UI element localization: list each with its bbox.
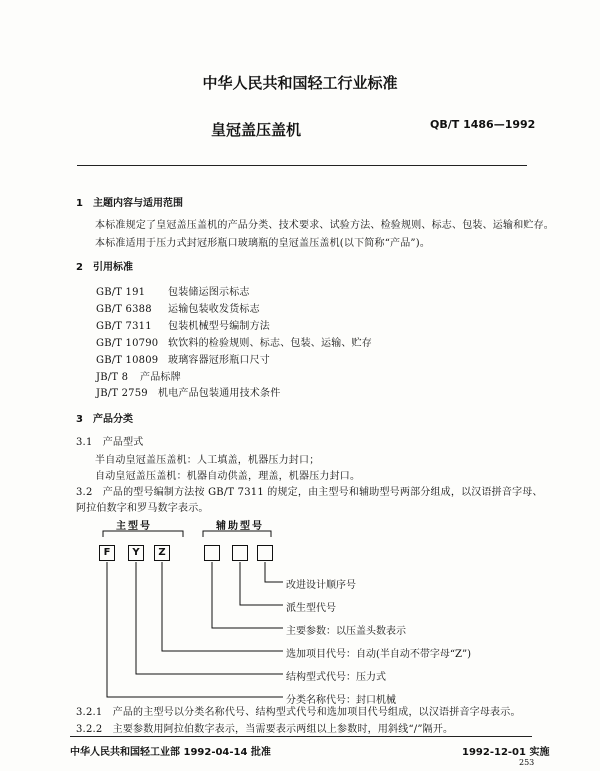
page-number: 253: [519, 758, 535, 767]
param-box: [204, 545, 220, 561]
reference-item: GB/T 10790 软饮料的检验规则、标志、包装、运输、贮存: [96, 338, 372, 349]
section-3-1-line-2: 自动皇冠盖压盖机：机器自动供盖，理盖，机器压力封口。: [95, 471, 361, 482]
label-category: 分类名称代号：封口机械: [286, 695, 396, 706]
letter-box-z: Z: [154, 545, 170, 561]
reference-item: GB/T 6388 运输包装收发货标志: [96, 304, 260, 315]
reference-item: JB/T 8 产品标牌: [96, 372, 181, 383]
reference-item: GB/T 10809 玻璃容器冠形瓶口尺寸: [96, 355, 270, 366]
label-optional-item: 选加项目代号：自动(半自动不带字母“Z”): [286, 649, 471, 660]
label-main-param: 主要参数：以压盖头数表示: [286, 626, 406, 637]
section-3-2-2: 3.2.2 主要参数用阿拉伯数字表示，当需要表示两组以上参数时，用斜线“/”隔开。: [76, 724, 454, 735]
label-structure-type: 结构型式代号：压力式: [286, 672, 386, 683]
implementation-note: 1992-12-01 实施: [462, 747, 550, 758]
letter-box-y: Y: [128, 545, 144, 561]
aux-model-label: 辅助型号: [216, 521, 264, 532]
section-1-para-1: 本标准规定了皇冠盖压盖机的产品分类、技术要求、试验方法、检验规则、标志、包装、运输和贮存。: [95, 220, 554, 231]
letter-box-f: F: [99, 545, 115, 561]
section-3-1-line-1: 半自动皇冠盖压盖机：人工填盖，机器压力封口；: [95, 455, 320, 466]
section-1-heading: 1 主题内容与适用范围: [76, 198, 183, 209]
approval-note: 中华人民共和国轻工业部 1992-04-14 批准: [70, 747, 271, 758]
section-3-2-1: 3.2.1 产品的主型号以分类名称代号、结构型式代号和选加项目代号组成，以汉语拼音字母表示。: [76, 707, 521, 718]
revision-box: [257, 545, 273, 561]
section-3-1-heading: 3.1 产品型式: [76, 437, 144, 448]
reference-item: GB/T 7311 包装机械型号编制方法: [96, 321, 270, 332]
derived-box: [232, 545, 248, 561]
section-2-heading: 2 引用标准: [76, 262, 133, 273]
reference-item: GB/T 191 包装储运图示标志: [96, 287, 250, 298]
main-model-label: 主型号: [116, 521, 152, 532]
section-3-heading: 3 产品分类: [76, 414, 133, 425]
document-title: 皇冠盖压盖机: [210, 121, 301, 139]
section-1-para-2: 本标准适用于压力式封冠形瓶口玻璃瓶的皇冠盖压盖机(以下简称“产品”)。: [95, 238, 431, 249]
reference-item: JB/T 2759 机电产品包装通用技术条件: [96, 388, 281, 399]
label-derived: 派生型代号: [286, 603, 336, 614]
section-3-2-line-2: 阿拉伯数字和罗马数字表示。: [76, 503, 209, 514]
standard-code: QB/T 1486—1992: [430, 118, 536, 131]
issuer-title: 中华人民共和国轻工行业标准: [202, 74, 398, 92]
section-3-2-line-1: 3.2 产品的型号编制方法按 GB/T 7311 的规定，由主型号和辅助型号两部分组成，以汉语拼音字母、: [76, 487, 543, 498]
label-revision: 改进设计顺序号: [286, 580, 356, 591]
footer-rule: [70, 736, 532, 737]
